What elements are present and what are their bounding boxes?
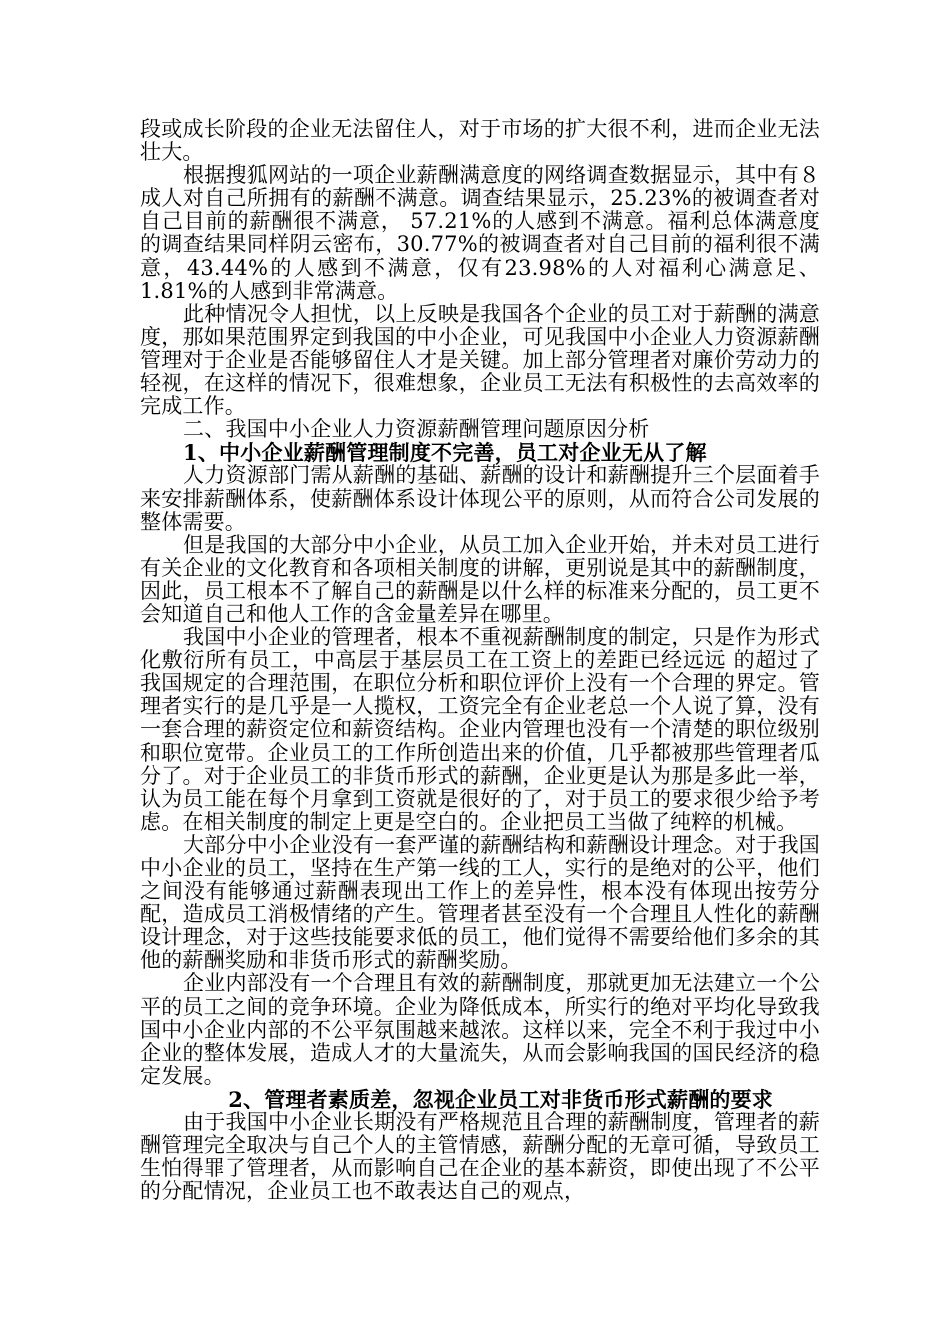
body-paragraph: 由于我国中小企业长期没有严格规范且合理的薪酬制度，管理者的薪酬管理完全取决与自己个人的主管情感，薪酬分配的无章可循，导致员工生怕得罪了管理者，从而影响自己在企业的基本薪资，即使出现了不公平的分配情况，企业员工也不敢表达自己的观点， — [140, 1110, 820, 1204]
body-paragraph: 企业内部没有一个合理且有效的薪酬制度，那就更加无法建立一个公平的员工之间的竞争环境。企业为降低成本，所实行的绝对平均化导致我国中小企业内部的不公平氛围越来越浓。这样以来，完全不利于我过中小企业的整体发展，造成人才的大量流失，从而会影响我国的国民经济的稳定发展。 — [140, 971, 820, 1088]
section-heading: 二、我国中小企业人力资源薪酬管理问题原因分析 — [183, 417, 650, 442]
body-paragraph: 大部分中小企业没有一套严谨的薪酬结构和薪酬设计理念。对于我国中小企业的员工，坚持在生产第一线的工人，实行的是绝对的公平，他们之间没有能够通过薪酬表现出工作上的差异性，根本没有体现出按劳分配，造成员工消极情绪的产生。管理者甚至没有一个合理且人性化的薪酬设计理念，对于这些技能要求低的员工，他们觉得不需要给他们多余的其他的薪酬奖励和非货币形式的薪酬奖励。 — [140, 832, 820, 973]
subsection-heading: 2、管理者素质差，忽视企业员工对非货币形式薪酬的要求 — [228, 1086, 773, 1112]
body-paragraph: 段或成长阶段的企业无法留住人，对于市场的扩大很不利，进而企业无法壮大。 — [140, 117, 820, 165]
body-paragraph: 根据搜狐网站的一项企业薪酬满意度的网络调查数据显示，其中有８成人对自己所拥有的薪酬不满意。调查结果显示，25.23%的被调查者对自己目前的薪酬很不满意， 57.21%的人感到不满意。福利总体满意度的调查结果同样阴云密布，30.77%的被调查者对自己目前的福利很不满意，43.44%的人感到不满意，仅有23.98%的人对福利心满意足、 1.81%的人感到非常满意。 — [140, 163, 820, 303]
body-paragraph: 我国中小企业的管理者，根本不重视薪酬制度的制定，只是作为形式化敷衍所有员工，中高层于基层员工在工资上的差距已经远远 的超过了我国规定的合理范围，在职位分析和职位评价上没有一个合理的界定。管理者实行的是几乎是一人揽权，工资完全有企业老总一个人说了算，没有一套合理的薪资定位和薪资结构。企业内管理也没有一个清楚的职位级别和职位宽带。企业员工的工作所创造出来的价值，几乎都被那些管理者瓜分了。对于企业员工的非货币形式的薪酬，企业更是认为那是多此一举，认为员工能在每个月拿到工资就是很好的了，对于员工的要求很少给予考虑。在相关制度的制定上更是空白的。企业把员工当做了纯粹的机械。 — [140, 625, 820, 834]
subsection-heading: 1、中小企业薪酬管理制度不完善，员工对企业无从了解 — [183, 440, 707, 466]
body-paragraph: 但是我国的大部分中小企业，从员工加入企业开始，并未对员工进行有关企业的文化教育和各项相关制度的讲解，更别说是其中的薪酬制度，因此，员工根本不了解自己的薪酬是以什么样的标准来分配的，员工更不会知道自己和他人工作的含金量差异在哪里。 — [140, 532, 820, 626]
body-paragraph: 人力资源部门需从薪酬的基础、薪酬的设计和薪酬提升三个层面着手来安排薪酬体系，使薪酬体系设计体现公平的原则，从而符合公司发展的整体需要。 — [140, 463, 820, 534]
body-paragraph: 此种情况令人担忧，以上反映是我国各个企业的员工对于薪酬的满意度，那如果范围界定到我国的中小企业，可见我国中小企业人力资源薪酬管理对于企业是否能够留住人才是关键。加上部分管理者对廉价劳动力的轻视，在这样的情况下，很难想象，企业员工无法有积极性的去高效率的完成工作。 — [140, 301, 820, 419]
document-body — [140, 118, 820, 1203]
